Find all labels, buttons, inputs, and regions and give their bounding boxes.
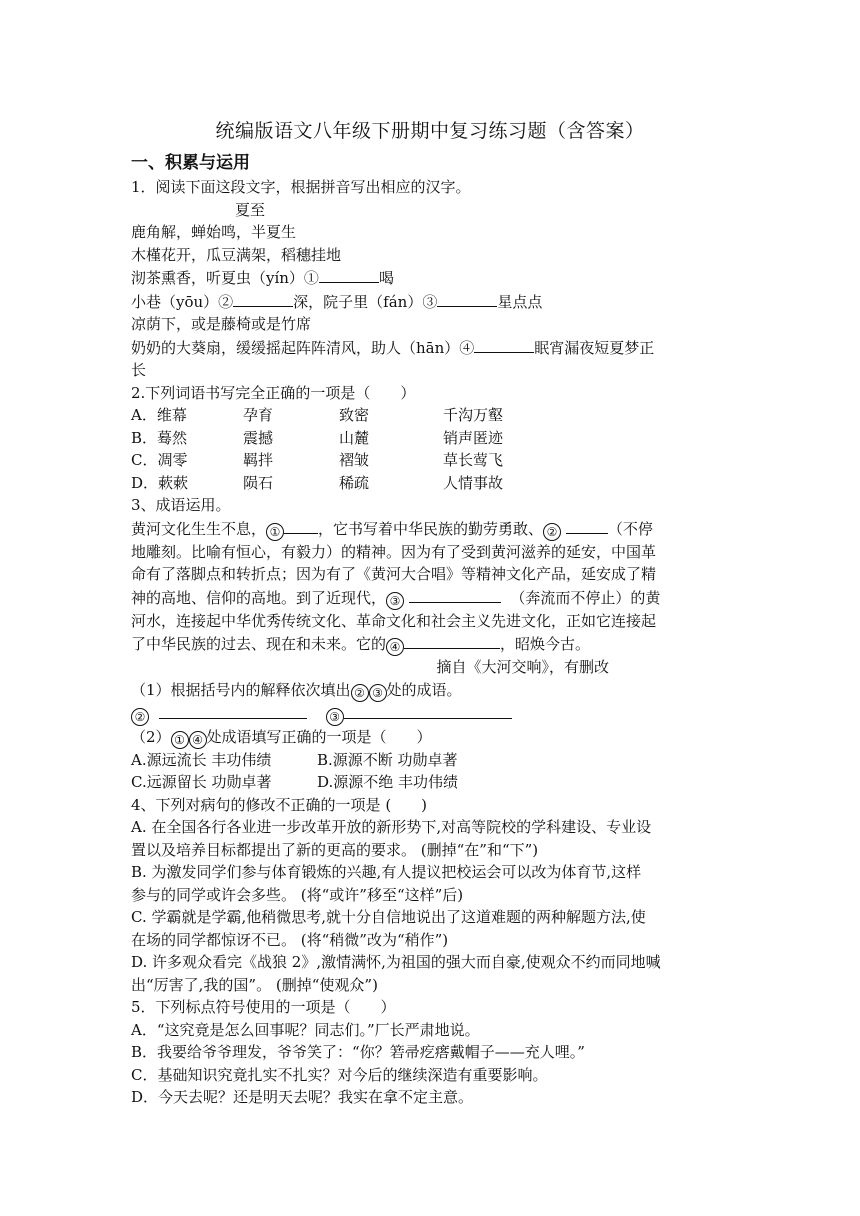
circled-number: ③: [369, 684, 387, 702]
option-word: 销声匿迹: [443, 428, 504, 447]
q2-prompt: 2.下列词语书写完全正确的一项是（ ）: [131, 383, 416, 402]
poem-text: 深，院子里（fán）③: [293, 292, 438, 311]
blank-idiom-4[interactable]: [404, 632, 500, 649]
answer-blank-2[interactable]: [159, 702, 307, 719]
q4-option-c-cont: 在场的同学都惊讶不已。 (将“稍微”改为“稍作”): [131, 930, 449, 949]
poem-line: 长: [131, 361, 147, 379]
paragraph-text: 了中华民族的过去、现在和未来。它的: [131, 635, 387, 653]
document-body: [131, 150, 735, 1109]
circled-number: ③: [326, 708, 344, 726]
paragraph-text: 神的高地、信仰的高地。到了近现代，: [131, 588, 387, 607]
option-row[interactable]: [131, 749, 735, 772]
q3-paragraph-line: 河水，连接起中华优秀传统文化、革命文化和社会主义先进文化，正如它连接起: [131, 611, 657, 630]
poem-title: 夏至: [235, 200, 266, 219]
option-row[interactable]: [131, 771, 735, 794]
paragraph-text: ，昭焕今古。: [500, 635, 591, 653]
option-word: 褶皱: [339, 451, 370, 469]
option-word: 孕育: [243, 406, 274, 424]
circled-number: ②: [543, 523, 561, 541]
q3-paragraph-line: [131, 586, 735, 610]
option-word: 稀疏: [339, 473, 370, 492]
circled-number: ②: [131, 708, 149, 726]
q4-option-c[interactable]: C. 学霸就是学霸,他稍微思考,就十分自信地说出了这道难题的两种解题方法,使: [131, 908, 646, 926]
option-word: A．维幕: [131, 406, 187, 424]
option-word: 羁拌: [243, 451, 274, 469]
option-word: 陨石: [243, 473, 274, 492]
answer-blank-3[interactable]: [344, 702, 512, 719]
option-row[interactable]: [131, 449, 735, 472]
option-row[interactable]: [131, 404, 735, 427]
option-row[interactable]: [131, 427, 735, 450]
option-word: D．蔌蔌: [131, 473, 189, 492]
poem-line: 凉荫下，或是藤椅或是竹席: [131, 315, 312, 333]
q3-sub1: [131, 679, 735, 702]
q3-paragraph-line: 地雕刻。比喻有恒心，有毅力）的精神。因为有了受到黄河滋养的延安，中国革: [131, 542, 657, 561]
circled-number: ④: [386, 638, 404, 656]
q4-option-d[interactable]: D. 许多观众看完《战狼 2》,激情满怀,为祖国的强大而自豪,使观众不约而同地喊: [131, 953, 661, 971]
poem-text: 星点点: [497, 292, 543, 311]
q5-option-c[interactable]: C．基础知识究竟扎实不扎实？对今后的继续深造有重要影响。: [131, 1065, 548, 1084]
q5-option-d[interactable]: D．今天去呢？还是明天去呢？我实在拿不定主意。: [131, 1088, 474, 1106]
poem-line: [131, 336, 735, 360]
option-word: 致密: [339, 406, 370, 424]
sub-text: （2）: [131, 727, 171, 746]
option-word: B．蓦然: [131, 428, 188, 447]
q3-sub1-answers: [131, 702, 735, 726]
option-word: 千沟万壑: [443, 406, 504, 424]
paragraph-text: （不停: [607, 519, 653, 538]
q4-option-b[interactable]: B. 为激发同学们参与体育锻炼的兴趣,有人提议把校运会可以改为体育节,这样: [131, 863, 642, 881]
paragraph-text: ，它书写着中华民族的勤劳勇敢、: [318, 519, 544, 538]
option-word: 草长莺飞: [443, 451, 504, 469]
blank-idiom-1[interactable]: [284, 517, 318, 534]
poem-line: [131, 266, 735, 290]
circled-number: ④: [189, 731, 207, 749]
poem-text: 眠宵漏夜短夏梦正: [534, 338, 655, 357]
q5-option-a[interactable]: A．“这究竟是怎么回事呢？同志们。”厂长严肃地说。: [131, 1020, 480, 1039]
circled-number: ③: [386, 592, 404, 610]
circled-number: ①: [171, 731, 189, 749]
option-b[interactable]: B.源源不断 功勋卓著: [317, 750, 458, 769]
poem-line: [131, 290, 735, 314]
q4-option-a[interactable]: A. 在全国各行各业进一步改革开放的新形势下,对高等院校的学科建设、专业设: [131, 818, 652, 836]
q3-paragraph-line: [131, 517, 735, 541]
option-word: 人情事故: [443, 473, 504, 492]
blank-3[interactable]: [437, 290, 497, 307]
sub-text: 处的成语。: [386, 680, 462, 699]
q3-paragraph-line: [131, 632, 735, 656]
document-title: 统编版语文八年级下册期中复习练习题（含答案）: [215, 120, 645, 142]
q5-option-b[interactable]: B．我要给爷爷理发，爷爷笑了：“你？箬帚疙瘩戴帽子——充人哩。”: [131, 1043, 585, 1061]
q4-option-a-cont: 置以及培养目标都提出了新的更高的要求。 (删掉“在”和“下”): [131, 840, 539, 859]
q4-prompt: 4、下列对病句的修改不正确的一项是 ( ): [131, 795, 428, 814]
paragraph-text: （奔流而不停止）的黄: [510, 588, 661, 607]
q5-prompt: 5．下列标点符号使用的一项是（ ）: [131, 998, 396, 1016]
q1-prompt: 1．阅读下面这段文字，根据拼音写出相应的汉字。: [131, 178, 471, 196]
poem-line: 鹿角解，蝉始鸣，半夏生: [131, 223, 297, 241]
poem-line: 木槿花开，瓜豆满架，稻穗挂地: [131, 245, 342, 264]
poem-text: 小巷（yōu）②: [131, 292, 234, 311]
option-a[interactable]: A.源远流长 丰功伟绩: [131, 750, 272, 769]
option-c[interactable]: C.远源留长 功勋卓著: [131, 773, 272, 791]
sub-text: （1）根据括号内的解释依次填出: [131, 680, 351, 699]
source-note: 摘自《大河交响》，有删改: [436, 658, 609, 676]
sub-text: 处成语填写正确的一项是（ ）: [206, 727, 432, 746]
circled-number: ②: [351, 684, 369, 702]
blank-idiom-2[interactable]: [566, 517, 608, 534]
q4-option-b-cont: 参与的同学或许会多些。 (将“或许”移至“这样”后): [131, 885, 464, 904]
blank-1[interactable]: [319, 266, 379, 283]
option-d[interactable]: D.源源不绝 丰功伟绩: [317, 773, 459, 791]
poem-text: 喝: [378, 269, 394, 287]
poem-text: 奶奶的大葵扇，缓缓摇起阵阵清风，助人（hān）④: [131, 338, 475, 357]
section-heading: 一、积累与运用: [131, 153, 250, 173]
q3-paragraph-line: 命有了落脚点和转折点；因为有了《黄河大合唱》等精神文化产品，延安成了精: [131, 565, 657, 583]
q3-sub2: [131, 726, 735, 749]
q3-prompt: 3、成语运用。: [131, 496, 231, 514]
blank-2[interactable]: [233, 290, 293, 307]
option-word: C．凋零: [131, 451, 188, 469]
option-word: 山麓: [339, 428, 370, 447]
q4-option-d-cont: 出“厉害了,我的国”。 (删掉“使观众”): [131, 975, 378, 994]
option-row[interactable]: [131, 472, 735, 495]
circled-number: ①: [266, 523, 284, 541]
poem-text: 沏茶熏香，听夏虫（yín）①: [131, 269, 319, 287]
blank-idiom-3[interactable]: [409, 586, 501, 603]
paragraph-text: 黄河文化生生不息，: [131, 519, 267, 538]
option-word: 震撼: [243, 428, 274, 447]
blank-4[interactable]: [474, 336, 534, 353]
